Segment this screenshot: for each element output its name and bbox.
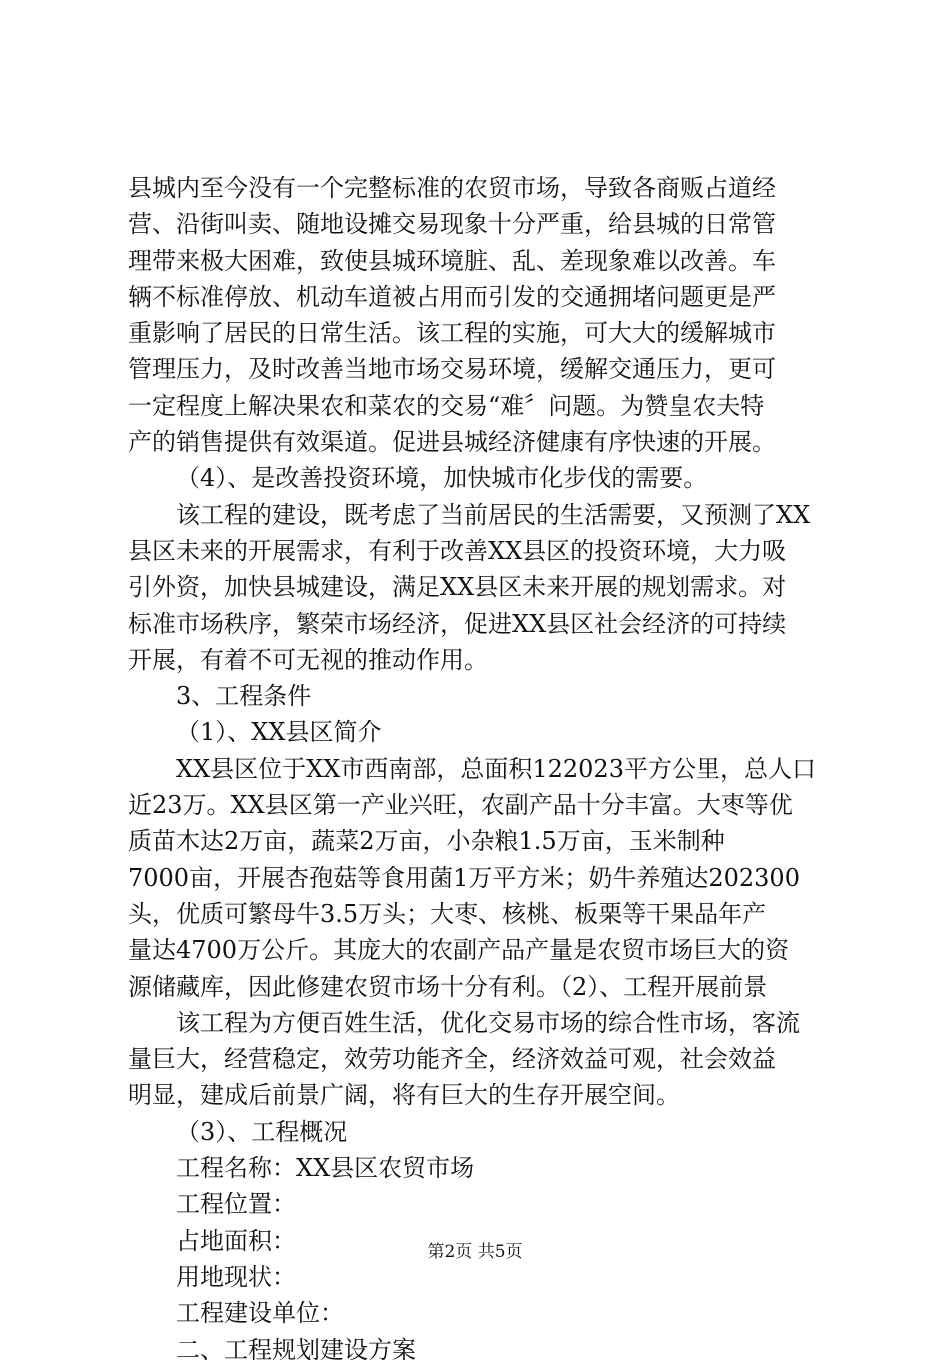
text-line: 辆不标准停放、机动车道被占用而引发的交通拥堵问题更是严	[128, 282, 776, 311]
field-project-name: 工程名称：XX县区农贸市场	[176, 1154, 475, 1183]
text-line: 县区未来的开展需求，有利于改善XX县区的投资环境，大力吸	[128, 536, 787, 565]
section-heading: （1）、XX县区简介	[176, 718, 382, 747]
text-line: 引外资，加快县城建设，满足XX县区未来开展的规划需求。对	[128, 573, 787, 602]
field-land-area: 占地面积：	[176, 1226, 296, 1255]
text-line: 营、沿街叫卖、随地设摊交易现象十分严重，给县城的日常管	[128, 210, 776, 239]
text-line: 近23万。XX县区第一产业兴旺，农副产品十分丰富。大枣等优	[128, 791, 793, 820]
section-heading: （3）、工程概况	[176, 1117, 348, 1146]
text-line: 重影响了居民的日常生活。该工程的实施，可大大的缓解城市	[128, 319, 776, 348]
field-construction-unit: 工程建设单位：	[176, 1299, 344, 1328]
text-line: 一定程度上解决果农和菜农的交易“难〞问题。为赞皇农夫特	[128, 391, 765, 420]
text-line: 该工程的建设，既考虑了当前居民的生活需要，又预测了XX	[176, 500, 811, 529]
text-line: 开展，有着不可无视的推动作用。	[128, 645, 488, 674]
text-line: 量巨大，经营稳定，效劳功能齐全，经济效益可观，社会效益	[128, 1045, 776, 1074]
text-line: 质苗木达2万亩，蔬菜2万亩，小杂粮1.5万亩，玉米制种	[128, 827, 725, 856]
section-heading: （4）、是改善投资环境，加快城市化步伐的需要。	[176, 464, 708, 493]
document-body	[128, 170, 828, 1368]
text-line: 管理压力，及时改善当地市场交易环境，缓解交通压力，更可	[128, 355, 776, 384]
text-line: 产的销售提供有效渠道。促进县城经济健康有序快速的开展。	[128, 428, 776, 457]
text-line: 标准市场秩序，繁荣市场经济，促进XX县区社会经济的可持续	[128, 609, 787, 638]
section-heading: 3、工程条件	[176, 682, 312, 711]
text-line: 明显，建成后前景广阔，将有巨大的生存开展空间。	[128, 1081, 680, 1110]
text-line: XX县区位于XX市西南部，总面积122023平方公里，总人口	[176, 754, 816, 783]
field-land-status: 用地现状：	[176, 1262, 296, 1291]
text-line: 该工程为方便百姓生活，优化交易市场的综合性市场，客流	[176, 1008, 800, 1037]
text-line: 7000亩，开展杏孢菇等食用菌1万平方米；奶牛养殖达202300	[128, 863, 800, 892]
text-line: 头，优质可繁母牛3.5万头；大枣、核桃、板栗等干果品年产	[128, 899, 767, 928]
text-line: 量达4700万公斤。其庞大的农副产品产量是农贸市场巨大的资	[128, 936, 790, 965]
text-line: 理带来极大困难，致使县城环境脏、乱、差现象难以改善。车	[128, 246, 776, 275]
page-number: 第2页 共5页	[427, 1242, 523, 1262]
field-project-location: 工程位置：	[176, 1190, 296, 1219]
text-line: 县城内至今没有一个完整标准的农贸市场，导致各商贩占道经	[128, 174, 776, 202]
chapter-heading: 二、工程规划建设方案	[176, 1335, 416, 1364]
text-line: 源储藏库，因此修建农贸市场十分有利。（2）、工程开展前景	[128, 972, 768, 1001]
